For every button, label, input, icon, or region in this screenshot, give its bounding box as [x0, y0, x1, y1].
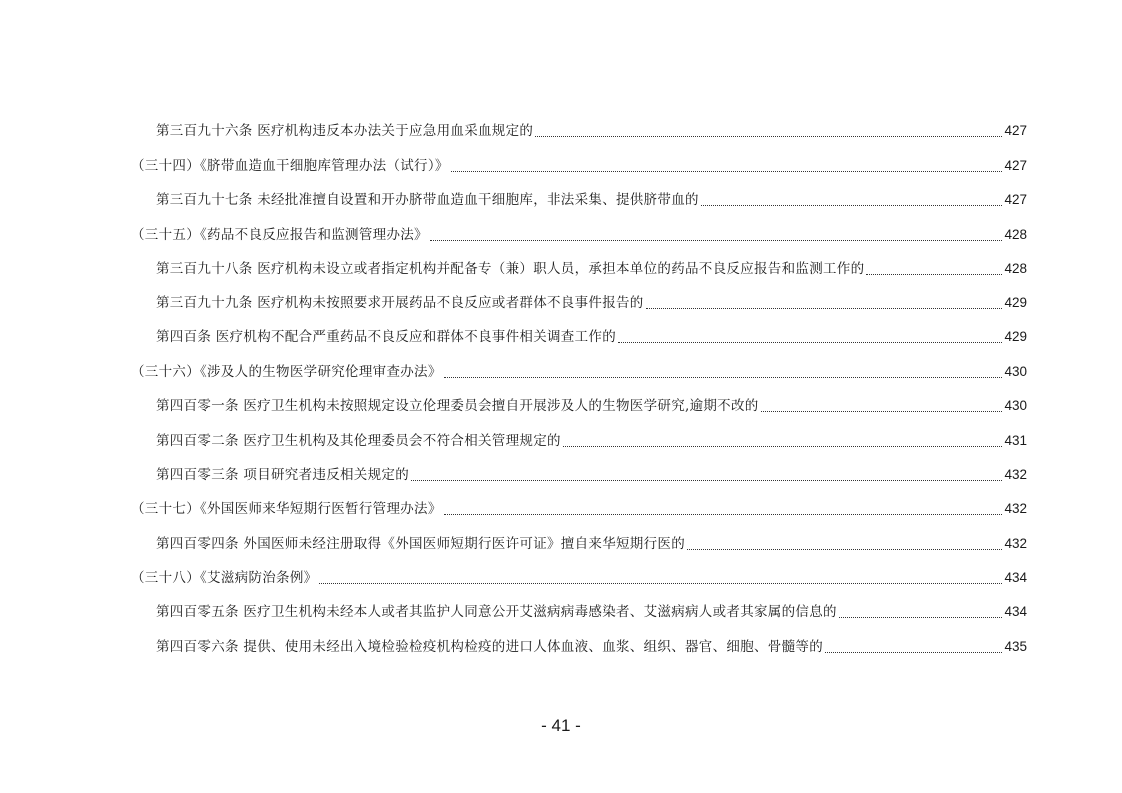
toc-entry-page: 428	[1004, 227, 1027, 242]
toc-dot-leader	[761, 410, 1003, 412]
toc-entry[interactable]	[156, 120, 1027, 142]
toc-entry-page: 427	[1004, 123, 1027, 138]
toc-entry-title: 第三百九十八条 医疗机构未设立或者指定机构并配备专（兼）职人员，承担本单位的药品不良反应报告和监测工作的	[156, 261, 865, 277]
toc-dot-leader	[444, 376, 1003, 378]
toc-entry-title: （三十七）《外国医师来华短期行医暂行管理办法》	[131, 501, 442, 517]
toc-entry[interactable]	[156, 430, 1027, 452]
toc-dot-leader	[319, 582, 1002, 584]
toc-dot-leader	[535, 135, 1002, 137]
toc-dot-leader	[563, 445, 1003, 447]
toc-entry-page: 432	[1004, 536, 1027, 551]
toc-dot-leader	[430, 239, 1003, 241]
toc-entry-page: 430	[1004, 364, 1027, 379]
toc-entry-title: 第四百条 医疗机构不配合严重药品不良反应和群体不良事件相关调查工作的	[156, 329, 616, 345]
toc-entry-title: 第三百九十九条 医疗机构未按照要求开展药品不良反应或者群体不良事件报告的	[156, 295, 644, 311]
toc-entry-page: 432	[1004, 467, 1027, 482]
toc-entry[interactable]	[156, 395, 1027, 417]
toc-entry-title: （三十四）《脐带血造血干细胞库管理办法（试行）》	[131, 158, 449, 174]
toc-entry[interactable]	[156, 258, 1027, 280]
toc-dot-leader	[866, 273, 1002, 275]
toc-entry-title: 第四百零三条 项目研究者违反相关规定的	[156, 467, 409, 483]
toc-entry-title: 第四百零五条 医疗卫生机构未经本人或者其监护人同意公开艾滋病病毒感染者、艾滋病病人或者其家属的信息的	[156, 604, 837, 620]
toc-entry[interactable]	[156, 601, 1027, 623]
toc-dot-leader	[687, 548, 1002, 550]
toc-entry-page: 429	[1004, 329, 1027, 344]
toc-entry[interactable]	[131, 155, 1027, 177]
toc-dot-leader	[839, 616, 1003, 618]
toc-entry-title: 第三百九十七条 未经批准擅自设置和开办脐带血造血干细胞库，非法采集、提供脐带血的	[156, 192, 699, 208]
toc-dot-leader	[825, 651, 1002, 653]
toc-entry[interactable]	[156, 326, 1027, 348]
toc-entry-page: 434	[1004, 570, 1027, 585]
toc-entry[interactable]	[156, 533, 1027, 555]
toc-dot-leader	[618, 341, 1002, 343]
toc-entry[interactable]	[156, 636, 1027, 658]
toc-entry[interactable]	[131, 567, 1027, 589]
toc-entry-page: 435	[1004, 639, 1027, 654]
toc-entry[interactable]	[131, 498, 1027, 520]
toc-entry-page: 434	[1004, 604, 1027, 619]
toc-entry-page: 427	[1004, 192, 1027, 207]
toc-entry-title: 第四百零六条 提供、使用未经出入境检验检疫机构检疫的进口人体血液、血浆、组织、器官、细胞、骨髓等的	[156, 639, 823, 655]
toc-entry-title: 第四百零四条 外国医师未经注册取得《外国医师短期行医许可证》擅自来华短期行医的	[156, 536, 685, 552]
toc-entry-page: 428	[1004, 261, 1027, 276]
toc-entry[interactable]	[156, 292, 1027, 314]
toc-entry-page: 431	[1004, 433, 1027, 448]
toc-entry-title: （三十六）《涉及人的生物医学研究伦理审查办法》	[131, 364, 442, 380]
toc-entry[interactable]	[131, 361, 1027, 383]
toc-dot-leader	[646, 307, 1003, 309]
toc-entry-page: 430	[1004, 398, 1027, 413]
toc-entry-page: 432	[1004, 501, 1027, 516]
toc-dot-leader	[444, 513, 1003, 515]
toc-entry-title: 第三百九十六条 医疗机构违反本办法关于应急用血采血规定的	[156, 123, 534, 139]
toc-entry-page: 427	[1004, 158, 1027, 173]
page-number: - 41 -	[541, 716, 581, 735]
toc-entry-title: （三十五）《药品不良反应报告和监测管理办法》	[131, 227, 428, 243]
toc-entry-page: 429	[1004, 295, 1027, 310]
toc-entry[interactable]	[156, 189, 1027, 211]
toc-dot-leader	[701, 204, 1003, 206]
toc-dot-leader	[451, 170, 1003, 172]
toc-entry-title: 第四百零二条 医疗卫生机构及其伦理委员会不符合相关管理规定的	[156, 433, 561, 449]
toc-entry[interactable]	[156, 464, 1027, 486]
toc-entry-title: 第四百零一条 医疗卫生机构未按照规定设立伦理委员会擅自开展涉及人的生物医学研究,逾期不改的	[156, 398, 759, 414]
toc-dot-leader	[411, 479, 1002, 481]
toc-entry[interactable]	[131, 224, 1027, 246]
toc-entry-title: （三十八）《艾滋病防治条例》	[131, 570, 318, 586]
